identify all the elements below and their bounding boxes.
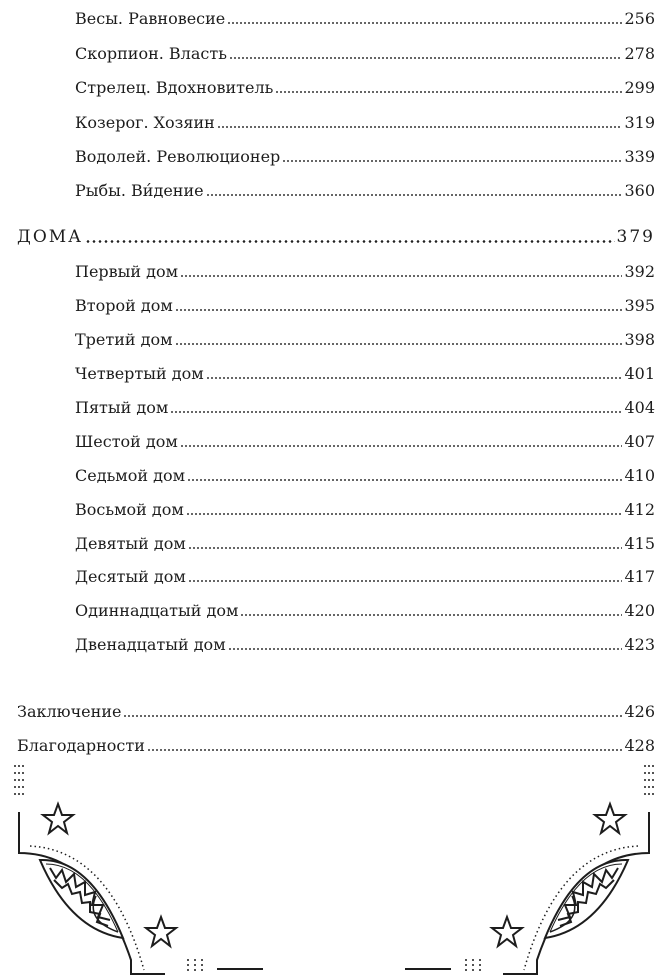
dot-leader (175, 343, 623, 345)
dot-leader (206, 194, 623, 196)
toc-entry-label: Третий дом (75, 330, 173, 349)
toc-entry-page: 392 (624, 262, 655, 281)
toc-entry-page: 417 (624, 567, 655, 586)
dot-leader (85, 240, 615, 243)
toc-entry-label: Шестой дом (75, 432, 178, 451)
toc-entry[interactable] (75, 181, 655, 201)
toc-entry[interactable] (75, 9, 655, 29)
dot-leader (147, 749, 623, 751)
toc-entry-page: 278 (624, 44, 655, 63)
toc-entry[interactable] (17, 736, 655, 756)
dot-leader (188, 580, 623, 582)
toc-entry-page: 401 (624, 364, 655, 383)
toc-entry-page: 398 (624, 330, 655, 349)
toc-entry-page: 426 (624, 702, 655, 721)
toc-entry-page: 395 (624, 296, 655, 315)
toc-entry[interactable] (75, 635, 655, 655)
toc-entry[interactable] (75, 500, 655, 520)
toc-entry-label: Второй дом (75, 296, 173, 315)
toc-entry[interactable] (75, 78, 655, 98)
toc-entry[interactable] (75, 113, 655, 133)
toc-entry-label: Десятый дом (75, 567, 186, 586)
toc-entry-page: 428 (624, 736, 655, 755)
toc-entry[interactable] (75, 398, 655, 418)
dot-leader (217, 126, 623, 128)
toc-entry-page: 412 (624, 500, 655, 519)
dot-leader (188, 547, 623, 549)
toc-entry-label: Козерог. Хозяин (75, 113, 215, 132)
toc-entry-label: Пятый дом (75, 398, 169, 417)
toc-entry-page: 360 (624, 181, 655, 200)
section-title: ДОМА (17, 227, 84, 247)
toc-entry-page: 339 (624, 147, 655, 166)
toc-entry-label: Восьмой дом (75, 500, 184, 519)
toc-entry[interactable] (17, 702, 655, 722)
toc-entry-label: Весы. Равновесие (75, 9, 226, 28)
toc-entry-label: Благодарности (17, 736, 145, 755)
toc-entry-page: 415 (624, 534, 655, 553)
toc-entry-label: Седьмой дом (75, 466, 186, 485)
toc-entry[interactable] (75, 330, 655, 350)
toc-entry[interactable] (75, 534, 655, 554)
toc-entry-label: Первый дом (75, 262, 179, 281)
dot-leader (186, 513, 623, 515)
dot-leader (187, 479, 622, 481)
toc-entry-page: 404 (624, 398, 655, 417)
toc-entry-page: 420 (624, 601, 655, 620)
toc-entry-label: Рыбы. Ви́дение (75, 181, 204, 200)
dot-leader (206, 377, 623, 379)
section-page: 379 (616, 227, 655, 247)
toc-entry[interactable] (75, 364, 655, 384)
toc-entry-label: Водолей. Революционер (75, 147, 281, 166)
dot-leader (275, 91, 622, 93)
toc-entry[interactable] (75, 567, 655, 587)
toc-entry-label: Девятый дом (75, 534, 186, 553)
toc-entry-page: 407 (624, 432, 655, 451)
dot-leader (282, 160, 622, 162)
toc-entry-label: Скорпион. Власть (75, 44, 227, 63)
toc-entry[interactable] (75, 147, 655, 167)
toc-section-houses[interactable] (17, 227, 655, 247)
toc-entry[interactable] (75, 601, 655, 621)
toc-entry[interactable] (75, 466, 655, 486)
dot-leader (227, 22, 622, 24)
dot-leader (123, 715, 622, 717)
toc-entry-label: Одиннадцатый дом (75, 601, 239, 620)
toc-entry-page: 256 (624, 9, 655, 28)
dot-leader (175, 309, 623, 311)
toc-entry-page: 319 (624, 113, 655, 132)
toc-entry-page: 299 (624, 78, 655, 97)
toc-entry[interactable] (75, 296, 655, 316)
sun-star-ornament-icon (398, 760, 668, 980)
dot-leader (229, 57, 623, 59)
toc-entry-page: 423 (624, 635, 655, 654)
toc-entry[interactable] (75, 44, 655, 64)
toc-entry-label: Заключение (17, 702, 122, 721)
dot-leader (170, 411, 622, 413)
dot-leader (240, 614, 622, 616)
dot-leader (180, 445, 623, 447)
dot-leader (228, 648, 623, 650)
dot-leader (180, 275, 622, 277)
toc-entry[interactable] (75, 432, 655, 452)
toc-entry-label: Четвертый дом (75, 364, 204, 383)
toc-entry-label: Стрелец. Вдохновитель (75, 78, 274, 97)
toc-entry[interactable] (75, 262, 655, 282)
toc-entry-page: 410 (624, 466, 655, 485)
sun-star-ornament-icon (0, 760, 270, 980)
toc-entry-label: Двенадцатый дом (75, 635, 226, 654)
